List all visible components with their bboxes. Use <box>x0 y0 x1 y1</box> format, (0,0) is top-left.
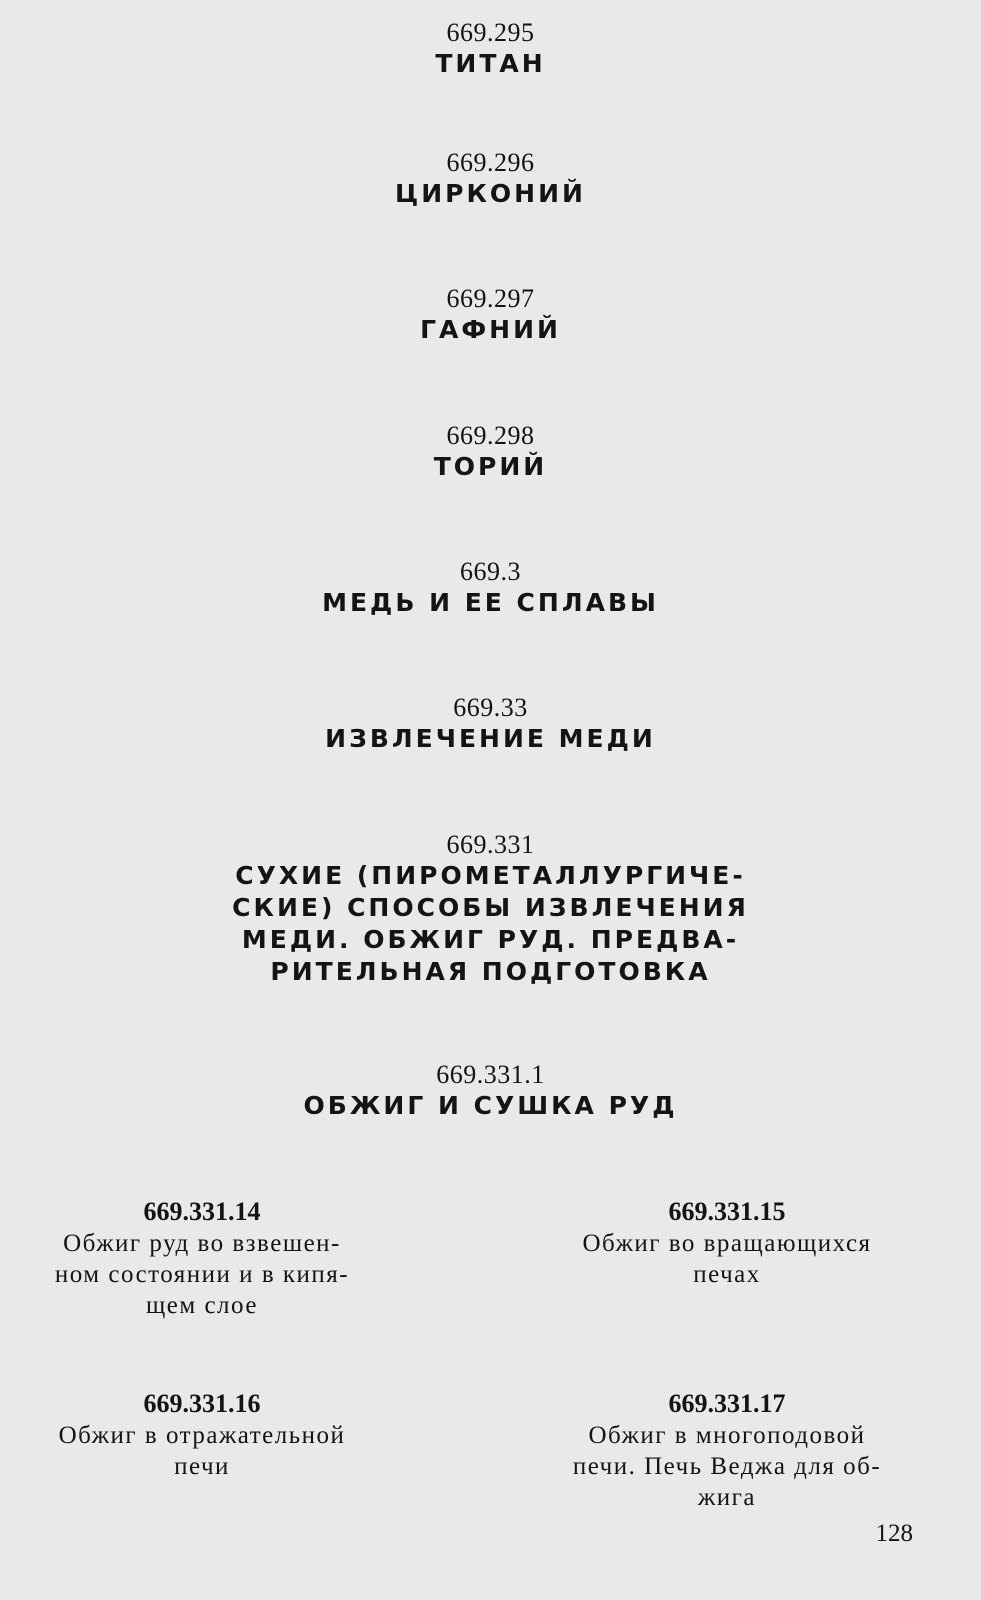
subsection-line: Обжиг в отражательной <box>58 1422 346 1449</box>
section-title: ОБЖИГ И СУШКА РУД <box>303 1091 678 1120</box>
subsection-669-331-15 <box>537 1196 917 1290</box>
subsection-line: ном состоянии и в кипя- <box>54 1261 350 1288</box>
subsection-line: печи <box>174 1453 230 1480</box>
section-title-line: СУХИЕ (ПИРОМЕТАЛЛУРГИЧЕ- <box>235 861 746 890</box>
section-title-line: МЕДИ. ОБЖИГ РУД. ПРЕДВА- <box>241 925 740 954</box>
subsection-line: щем слое <box>146 1292 258 1319</box>
section-title: ИЗВЛЕЧЕНИЕ МЕДИ <box>325 724 656 753</box>
subsection-line: Обжиг во вращающихся <box>582 1230 872 1257</box>
subsection-code: 669.331.15 <box>668 1197 786 1226</box>
section-669-297 <box>0 284 981 346</box>
section-669-298 <box>0 421 981 483</box>
section-code: 669.298 <box>446 421 535 450</box>
section-code: 669.331 <box>446 830 535 859</box>
subsection-line: жига <box>697 1484 756 1511</box>
section-669-331-1 <box>0 1060 981 1122</box>
subsection-669-331-16 <box>12 1388 392 1482</box>
section-title: ТИТАН <box>435 49 546 78</box>
section-title: МЕДЬ И ЕЕ СПЛАВЫ <box>322 588 659 617</box>
section-title: ТОРИЙ <box>433 452 548 481</box>
section-code: 669.296 <box>446 148 535 177</box>
subsection-code: 669.331.14 <box>143 1197 261 1226</box>
section-code: 669.295 <box>446 18 535 47</box>
section-title <box>211 860 771 988</box>
section-code: 669.331.1 <box>436 1060 545 1089</box>
section-title-line: СКИЕ) СПОСОБЫ ИЗВЛЕЧЕНИЯ <box>232 893 749 922</box>
section-code: 669.3 <box>460 557 521 586</box>
subsection-line: Обжиг руд во взвешен- <box>63 1230 341 1257</box>
section-title-line: РИТЕЛЬНАЯ ПОДГОТОВКА <box>270 957 711 986</box>
section-title: ГАФНИЙ <box>420 315 561 344</box>
subsection-669-331-17 <box>537 1388 917 1513</box>
subsection-line: печи. Печь Веджа для об- <box>572 1453 882 1480</box>
section-669-296 <box>0 148 981 210</box>
section-669-33 <box>0 693 981 755</box>
section-669-331 <box>0 830 981 988</box>
section-669-295 <box>0 18 981 80</box>
subsection-line: печах <box>693 1261 761 1288</box>
subsection-code: 669.331.16 <box>143 1389 261 1418</box>
section-code: 669.33 <box>453 693 528 722</box>
subsection-code: 669.331.17 <box>668 1389 786 1418</box>
subsection-line: Обжиг в многоподовой <box>588 1422 866 1449</box>
page-number: 128 <box>875 1520 913 1547</box>
section-code: 669.297 <box>446 284 535 313</box>
subsection-669-331-14 <box>12 1196 392 1321</box>
section-669-3 <box>0 557 981 619</box>
section-title: ЦИРКОНИЙ <box>395 179 586 208</box>
